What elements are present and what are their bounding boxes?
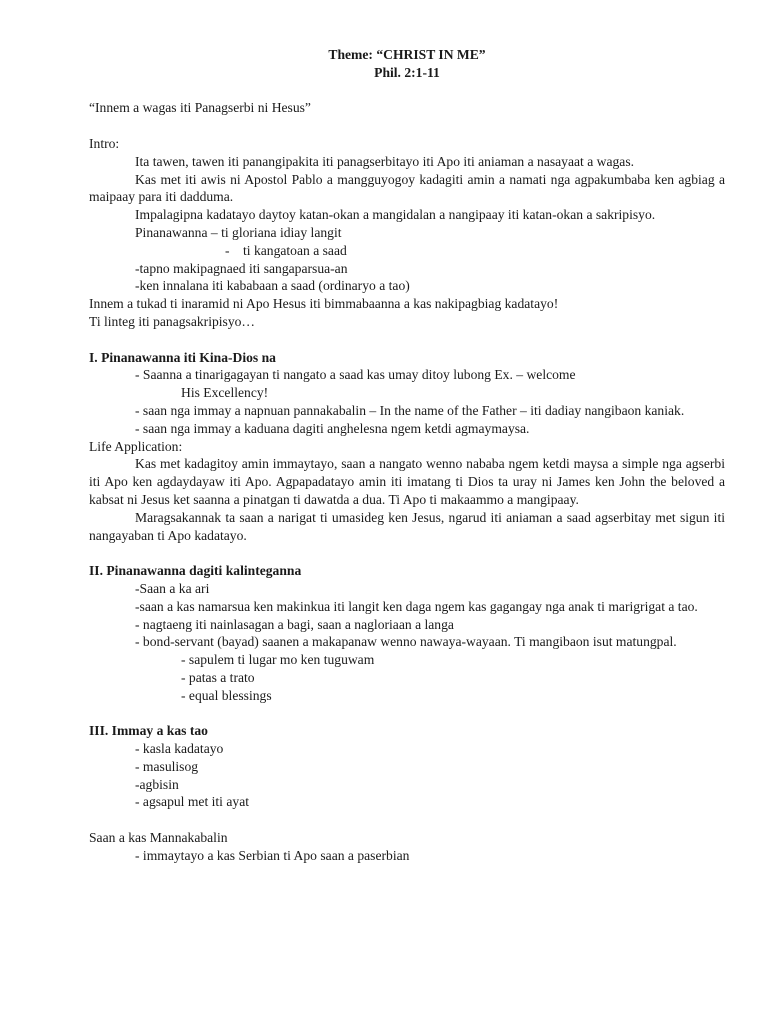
intro-heading: Intro: (89, 135, 120, 151)
intro-line-kangatoan-text: ti kangatoan a saad (243, 242, 347, 258)
section-2-heading: II. Pinanawanna dagiti kalinteganna (89, 563, 302, 579)
section-3-bullet-4: - agsapul met iti ayat (135, 794, 250, 810)
section-2-bullet-1: -Saan a ka ari (135, 580, 210, 596)
life-application-heading: Life Application: (89, 438, 183, 454)
dash-marker: - (225, 242, 230, 258)
section-1-bullet-1-cont: His Excellency! (181, 385, 269, 401)
section-2-bullet-4: - bond-servant (bayad) saanen a makapanaw wenno nawaya-wayaan. Ti mangibaon isut matungpal. (135, 634, 677, 650)
intro-line-linteg: Ti linteg iti panagsakripisyo… (89, 313, 256, 329)
section-2-sub-2: - patas a trato (181, 669, 255, 685)
section-3-bullet-2: - masulisog (135, 758, 199, 774)
section-1-bullet-1: - Saanna a tinarigagayan ti nangato a saad kas umay ditoy lubong Ex. – welcome (135, 367, 576, 383)
life-application-paragraph-1: Kas met kadagitoy amin immaytayo, saan a nangato wenno nababa ngem ketdi maysa a simple nga agserbi iti Apo ken agdaydayaw iti Apo. Agpapadatayo amin iti imatang ti Dios ta uray ni James ken John the beloved a kabsat ni Jesus ket saanna a pinatgan ti dawatda a dua. Ti Apo ti makaammo a mangipaay. (89, 456, 725, 507)
intro-line-innem: Innem a tukad ti inaramid ni Apo Hesus iti bimmabaanna a kas nakipagbiag kadatayo! (89, 296, 559, 312)
section-4-heading: Saan a kas Mannakabalin (89, 830, 228, 846)
section-3-bullet-3: -agbisin (135, 776, 179, 792)
section-2-sub-1: - sapulem ti lugar mo ken tuguwam (181, 652, 375, 668)
theme-title: Theme: “CHRIST IN ME” (328, 47, 486, 62)
intro-paragraph-1: Ita tawen, tawen iti panangipakita iti panagserbitayo iti Apo iti aniaman a nasayaat a wagas. (135, 153, 635, 169)
intro-paragraph-2: Kas met iti awis ni Apostol Pablo a mangguyogoy kadagiti amin a namati nga agpakumbaba ken agbiag a maipaay para iti dadduma. (89, 171, 725, 205)
section-3-heading: III. Immay a kas tao (89, 723, 208, 739)
section-1-heading: I. Pinanawanna iti Kina-Dios na (89, 349, 276, 365)
section-2-sub-3: - equal blessings (181, 687, 272, 703)
document-page (89, 46, 725, 865)
intro-line-innalana: -ken innalana iti kababaan a saad (ordinaryo a tao) (135, 278, 410, 294)
section-2-bullet-2: -saan a kas namarsua ken makinkua iti langit ken daga ngem kas gagangay nga anak ti marigrigat a tao. (135, 598, 698, 614)
life-application-paragraph-2: Maragsakannak ta saan a narigat ti umasideg ken Jesus, ngarud iti aniaman a saad agserbitay met sigun iti nangayaban ti Apo kadatayo. (89, 509, 725, 543)
section-1-bullet-2: - saan nga immay a napnuan pannakabalin – In the name of the Father – iti dadiay nangibaon kaniak. (135, 402, 685, 418)
intro-line-kangatoan (89, 242, 725, 260)
intro-line-tapno: -tapno makipagnaed iti sangaparsua-an (135, 260, 348, 276)
section-4-bullet-1: - immaytayo a kas Serbian ti Apo saan a paserbian (135, 847, 410, 863)
intro-paragraph-3: Impalagipna kadatayo daytoy katan-okan a mangidalan a nangipaay iti katan-okan a sakripisyo. (135, 207, 656, 223)
scripture-reference: Phil. 2:1-11 (374, 64, 440, 80)
sermon-quote: “Innem a wagas iti Panagserbi ni Hesus” (89, 100, 311, 116)
section-3-bullet-1: - kasla kadatayo (135, 741, 224, 757)
section-1-bullet-3: - saan nga immay a kaduana dagiti anghelesna ngem ketdi agmaymaysa. (135, 420, 530, 436)
intro-line-pinanawanna: Pinanawanna – ti gloriana idiay langit (135, 224, 342, 240)
section-2-bullet-3: - nagtaeng iti nainlasagan a bagi, saan a nagloriaan a langa (135, 616, 454, 632)
